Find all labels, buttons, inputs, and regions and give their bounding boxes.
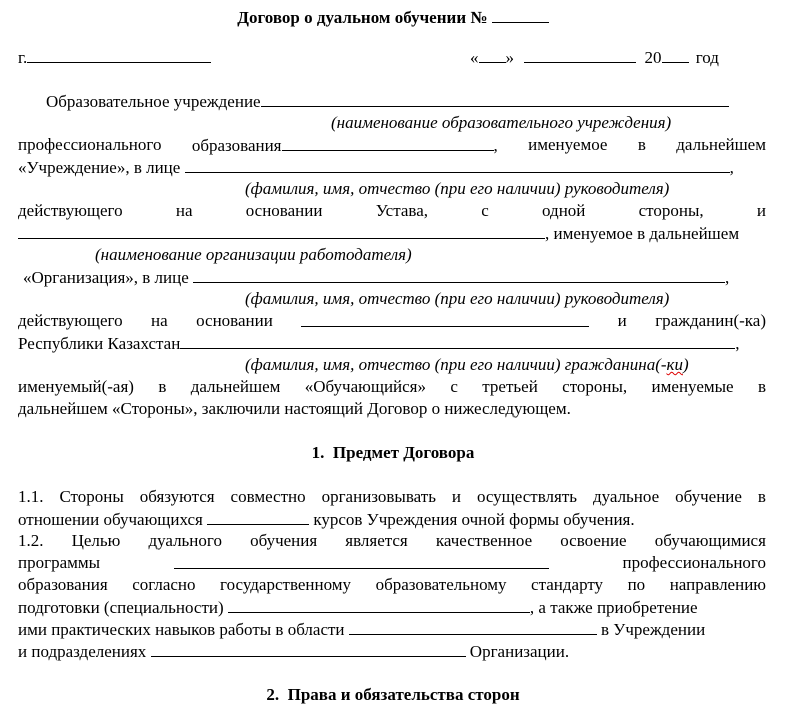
word: и [617,311,627,330]
text: в [637,135,646,154]
word: осуществлять [476,487,578,506]
basis-document-field[interactable] [301,310,589,327]
section-number: 1. [311,443,325,462]
text: ими практических навыков работы в области [18,620,345,639]
hint-org-head-name: (фамилия, имя, отчество (при его наличии) руководителя) [245,289,670,308]
word: 1.2. [18,531,44,550]
word: дуального [148,531,222,550]
text: профессионального [622,553,766,572]
intro-line-8 [18,332,740,355]
text: Республики Казахстан [18,334,181,353]
word: освоение [560,531,627,550]
city-line [18,46,211,69]
clause-1-2-line-2 [18,552,766,574]
intro-line-1 [46,90,729,113]
document-title [0,6,786,29]
word: одной [542,201,586,220]
word: 1.1. [18,487,44,506]
title-text: Договор о дуальном обучении № [237,8,488,27]
word: и [756,201,766,220]
clause-1-2-line-3 [18,574,766,596]
quote-close: » [505,48,514,67]
section-2-heading [0,684,786,706]
word: гражданин(-ка) [655,311,766,330]
text: (фамилия, имя, отчество (при его наличии) гражданина(- [245,355,667,374]
word: по [627,575,646,594]
text: «Организация», в лице [23,268,189,287]
word: именуемый(-ая) [18,377,134,396]
word: обучения [250,531,318,550]
text: образования [191,136,282,155]
text: именуемое [528,135,608,154]
education-level-field[interactable] [282,134,494,151]
day-field[interactable] [479,46,506,63]
word: на [151,311,168,330]
text: отношении обучающихся [18,510,203,529]
text: курсов Учреждения очной формы обучения. [313,510,635,529]
intro-line-6 [23,266,729,289]
word: стороны, [562,377,628,396]
specialty-field[interactable] [228,596,530,613]
word: Устава, [375,201,429,220]
word: с [450,377,458,396]
city-prefix: г. [18,48,28,67]
text: , [735,334,740,353]
word: дуальное [592,487,660,506]
year-prefix: 20 [644,48,662,67]
word: совместно [230,487,306,506]
text: профессионального [18,135,162,154]
text: и подразделениях [18,642,147,661]
word: действующего [18,311,123,330]
word: обучающимися [654,531,766,550]
intro-line-7 [18,310,766,332]
course-field[interactable] [207,508,309,525]
section-number: 2. [266,685,280,704]
text: дальнейшем [676,135,766,154]
year-field[interactable] [662,46,689,63]
subdivisions-field[interactable] [151,640,466,657]
hint-employer-name: (наименование организации работодателя) [95,245,412,264]
word: образовательному [375,575,507,594]
date-line [470,46,719,69]
citizen-name-field[interactable] [180,332,735,349]
text: , [729,158,734,177]
text: «Учреждение», в лице [18,158,181,177]
word: именуемые [651,377,734,396]
institution-name-field[interactable] [261,90,729,107]
word: стороны, [638,201,704,220]
employer-name-field[interactable] [18,222,545,239]
word: организовывать [321,487,436,506]
word: на [175,201,193,220]
practice-area-field[interactable] [349,618,597,635]
section-title: Права и обязательства сторон [287,685,520,704]
clause-1-2-line-4 [18,596,698,619]
hint-institution-name: (наименование образовательного учреждения) [331,113,672,132]
clause-1-1-line-1 [18,486,766,508]
text: , [493,136,498,155]
clause-1-2-line-1 [18,530,766,552]
word: «Обучающийся» [304,377,427,396]
hint-head-name: (фамилия, имя, отчество (при его наличии) руководителя) [245,179,670,198]
clause-1-2-line-6 [18,640,569,663]
text: в Учреждении [601,620,706,639]
word: качественное [435,531,533,550]
word: обязуются [139,487,215,506]
section-title: Предмет Договора [332,443,475,462]
word: в [757,487,766,506]
organization-head-field[interactable] [193,266,725,283]
institution-label: Образовательное учреждение [46,92,261,111]
word: с [481,201,489,220]
city-field[interactable] [27,46,211,63]
word: стандарту [531,575,604,594]
text: подготовки (специальности) [18,598,224,617]
word: действующего [18,201,123,220]
word: обучение [675,487,742,506]
quote-open: « [470,48,479,67]
spellcheck-marked-text: ки [666,355,683,374]
word: направлению [669,575,766,594]
word: основании [245,201,323,220]
word: Стороны [59,487,124,506]
text: программы [18,553,101,572]
hint-citizen-name [245,354,689,376]
word: является [345,531,408,550]
word: государственному [220,575,352,594]
text: , именуемое в дальнейшем [545,224,740,243]
word: Целью [71,531,121,550]
word: и [451,487,461,506]
word: в [757,377,766,396]
intro-line-4 [18,200,766,222]
intro-line-3 [18,156,734,179]
word: в [158,377,167,396]
clause-1-1-line-2 [18,508,635,531]
text: , а также приобретение [529,598,698,617]
intro-line-10: дальнейшем «Стороны», заключили настоящий Договор о нижеследующем. [18,399,571,418]
contract-number-field[interactable] [492,6,549,23]
text: Организации. [469,642,570,661]
word: образования [18,575,108,594]
word: согласно [132,575,196,594]
word: основании [196,311,273,330]
year-suffix: год [695,48,719,67]
text: ) [682,355,689,374]
text: , [725,268,730,287]
word: дальнейшем [190,377,281,396]
intro-line-9 [18,376,766,398]
program-field[interactable] [174,552,549,569]
intro-line-5 [18,222,739,245]
institution-head-field[interactable] [185,156,730,173]
section-1-heading [0,442,786,464]
month-field[interactable] [524,46,636,63]
clause-1-2-line-5 [18,618,705,641]
intro-line-2 [18,134,766,156]
word: третьей [482,377,538,396]
